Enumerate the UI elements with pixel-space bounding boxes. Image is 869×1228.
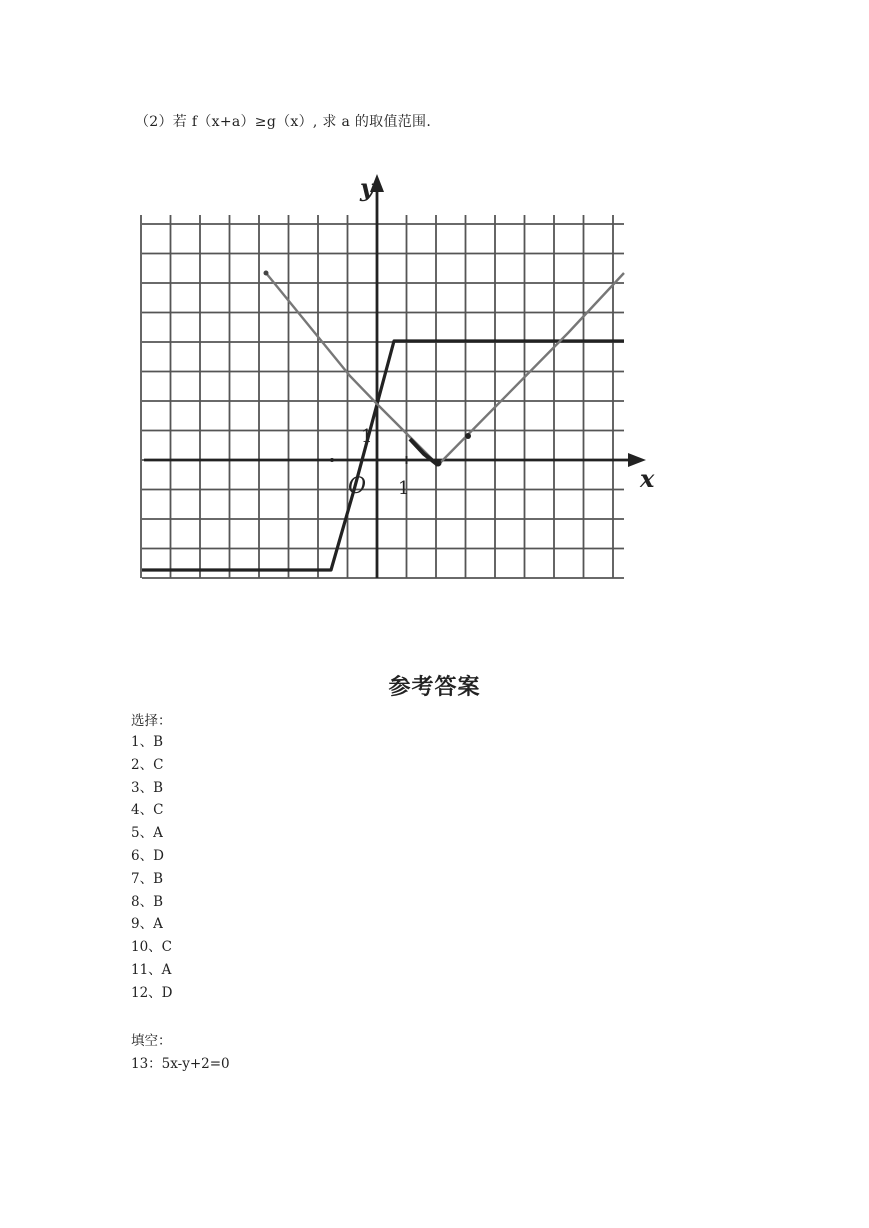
list-item: 1、B <box>131 734 164 750</box>
x-unit-label: 1 <box>398 478 410 499</box>
list-item: 6、D <box>131 847 164 864</box>
absolute-value-curve <box>266 273 624 465</box>
grid-lines <box>141 215 624 578</box>
list-item: 5、A <box>131 825 163 842</box>
list-item: 3、B <box>131 779 164 796</box>
axis-dot <box>330 458 334 462</box>
list-item: 10、C <box>131 939 173 956</box>
list-item: 4、C <box>131 802 164 819</box>
vertex-point <box>435 460 442 467</box>
list-item: 8、B <box>131 893 164 910</box>
function-graph-figure <box>128 160 676 580</box>
choice-section-label: 选择： <box>131 713 172 729</box>
choice-answer-list <box>131 731 173 1005</box>
list-item: 11、A <box>131 961 172 978</box>
origin-label: O <box>348 474 367 499</box>
x-axis-label: x <box>640 464 655 493</box>
axes <box>144 174 646 578</box>
answer-title: 参考答案 <box>388 675 481 700</box>
curve-point <box>465 433 471 439</box>
fill-answer: 13：5x-y+2=0 <box>131 1056 230 1072</box>
y-axis-label: y <box>360 173 374 202</box>
y-unit-label: 1 <box>361 426 373 447</box>
list-item: 9、A <box>131 916 163 933</box>
graph-curves <box>142 271 624 571</box>
function-graph <box>128 160 676 580</box>
curve-point <box>264 271 269 276</box>
list-item: 2、C <box>131 756 164 773</box>
question-text: （2）若 f（x+a）≥g（x）, 求 a 的取值范围. <box>135 114 432 130</box>
fill-section-label: 填空： <box>131 1033 172 1049</box>
list-item: 12、D <box>131 984 173 1001</box>
list-item: 7、B <box>131 870 164 887</box>
step-function-curve <box>142 341 624 570</box>
